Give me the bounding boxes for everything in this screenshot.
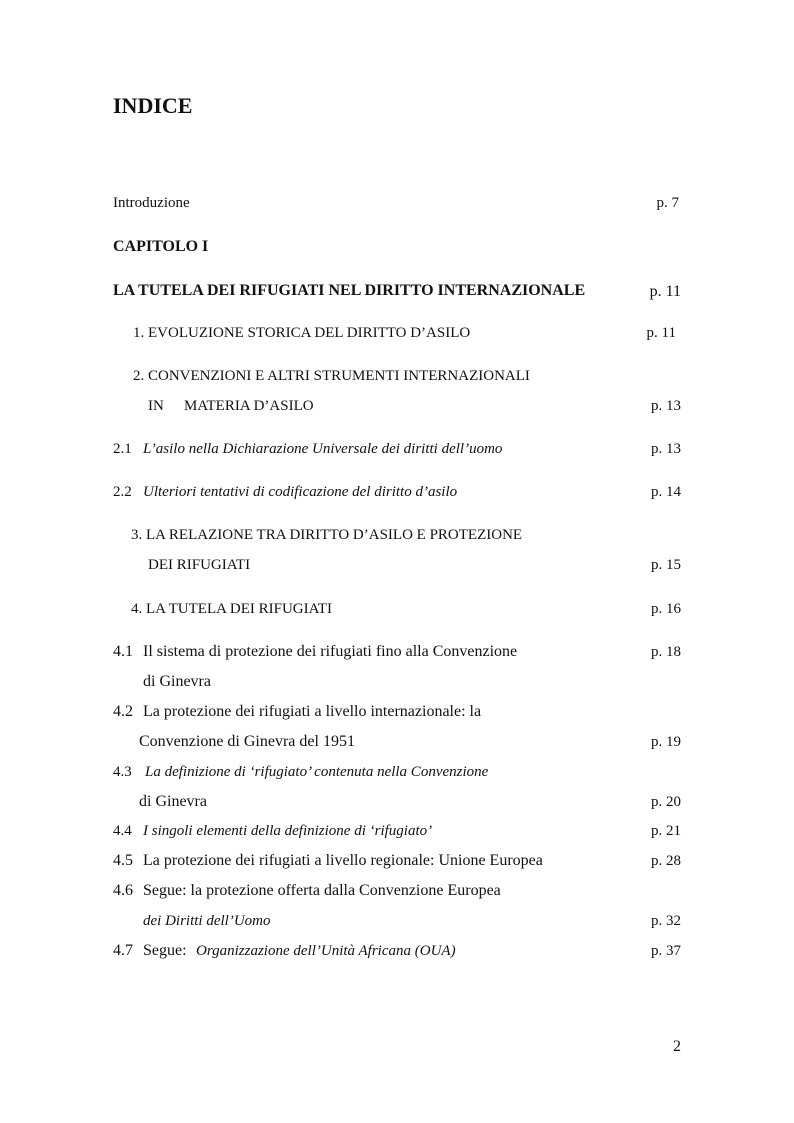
toc-2-1-text[interactable]: L’asilo nella Dichiarazione Universale dei diritti dell’uomo xyxy=(143,441,503,457)
toc-4-5-text[interactable]: La protezione dei rifugiati a livello regionale: Unione Europea xyxy=(143,852,543,869)
toc-4-1-page: p. 18 xyxy=(651,644,681,660)
toc-2-2-text[interactable]: Ulteriori tentativi di codificazione del diritto d’asilo xyxy=(143,484,458,500)
toc-2-text-line2a[interactable]: IN xyxy=(148,398,164,414)
toc-3-text-line2[interactable]: DEI RIFUGIATI xyxy=(148,557,251,573)
toc-4-6-num: 4.6 xyxy=(113,882,133,899)
chapter-title[interactable]: LA TUTELA DEI RIFUGIATI NEL DIRITTO INTERNAZIONALE xyxy=(113,282,586,299)
toc-4-6-text-line2[interactable]: dei Diritti dell’Uomo xyxy=(143,913,271,929)
page-title: INDICE xyxy=(113,93,193,118)
toc-2-text-line1[interactable]: 2. CONVENZIONI E ALTRI STRUMENTI INTERNAZIONALI xyxy=(133,368,530,384)
toc-4-6-page: p. 32 xyxy=(651,913,681,929)
toc-intro-text[interactable]: Introduzione xyxy=(113,195,190,211)
toc-4-4-text[interactable]: I singoli elementi della definizione di ‘rifugiato’ xyxy=(143,823,433,839)
toc-4-page: p. 16 xyxy=(651,601,681,617)
toc-2-1-page: p. 13 xyxy=(651,441,681,457)
toc-4-7-text[interactable]: Organizzazione dell’Unità Africana (OUA) xyxy=(196,943,456,959)
toc-4-1-num: 4.1 xyxy=(113,643,133,660)
chapter-label: CAPITOLO I xyxy=(113,238,209,255)
toc-4-4-page: p. 21 xyxy=(651,823,681,839)
toc-4-2-text-line2[interactable]: Convenzione di Ginevra del 1951 xyxy=(139,733,355,750)
toc-4-3-page: p. 20 xyxy=(651,794,681,810)
toc-intro-page: p. 7 xyxy=(656,195,679,211)
toc-4-1-text-line2[interactable]: di Ginevra xyxy=(143,673,211,690)
toc-2-2-page: p. 14 xyxy=(651,484,681,500)
toc-4-7-page: p. 37 xyxy=(651,943,681,959)
toc-3-page: p. 15 xyxy=(651,557,681,573)
toc-4-2-text-line1[interactable]: La protezione dei rifugiati a livello internazionale: la xyxy=(143,703,482,720)
toc-1-page: p. 11 xyxy=(646,325,676,341)
toc-2-2-num: 2.2 xyxy=(113,484,132,500)
chapter-page: p. 11 xyxy=(649,283,681,300)
toc-4-4-num: 4.4 xyxy=(113,823,132,839)
toc-3-text-line1[interactable]: 3. LA RELAZIONE TRA DIRITTO D’ASILO E PROTEZIONE xyxy=(131,527,523,543)
toc-4-2-num: 4.2 xyxy=(113,703,133,720)
toc-2-text-line2b[interactable]: MATERIA D’ASILO xyxy=(184,398,314,414)
toc-4-7-num: 4.7 xyxy=(113,942,133,959)
toc-4-3-text-line1[interactable]: La definizione di ‘rifugiato’ contenuta nella Convenzione xyxy=(145,764,489,780)
toc-4-5-num: 4.5 xyxy=(113,852,133,869)
toc-2-page: p. 13 xyxy=(651,398,681,414)
toc-4-6-text-line1[interactable]: Segue: la protezione offerta dalla Convenzione Europea xyxy=(143,882,501,899)
toc-4-2-page: p. 19 xyxy=(651,734,681,750)
toc-4-5-page: p. 28 xyxy=(651,853,681,869)
toc-4-7-prefix: Segue: xyxy=(143,942,187,959)
toc-1-text[interactable]: 1. EVOLUZIONE STORICA DEL DIRITTO D’ASILO xyxy=(133,325,471,341)
toc-4-1-text-line1[interactable]: Il sistema di protezione dei rifugiati fino alla Convenzione xyxy=(143,643,518,660)
page-number: 2 xyxy=(673,1038,681,1055)
toc-4-3-text-line2[interactable]: di Ginevra xyxy=(139,793,207,810)
toc-4-3-num: 4.3 xyxy=(113,764,132,780)
toc-4-text[interactable]: 4. LA TUTELA DEI RIFUGIATI xyxy=(131,601,332,617)
toc-2-1-num: 2.1 xyxy=(113,441,132,457)
